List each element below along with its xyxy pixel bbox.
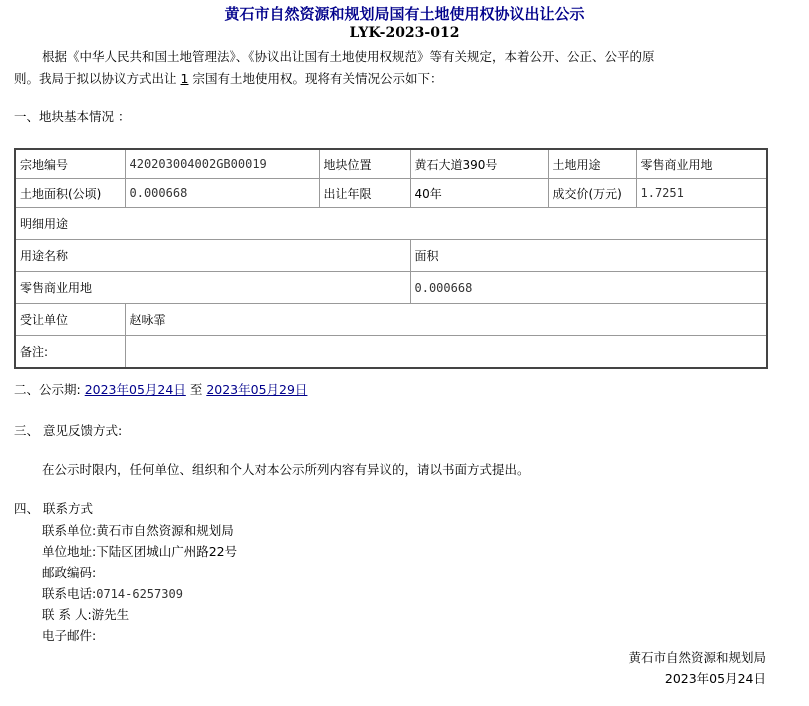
term-value: 40年 [410, 179, 548, 208]
section-2 [14, 381, 307, 399]
issue-date: 2023年05月24日 [664, 671, 766, 686]
intro-text-1: 根据《中华人民共和国土地管理法》、《协议出让国有土地使用权规范》等有关规定，本着公开、公正、公平的原 [42, 49, 655, 64]
intro-text-2: 则。我局于拟以协议方式出让 [14, 71, 177, 86]
remark-label: 备注: [15, 336, 125, 369]
grantee-label: 受让单位 [15, 304, 125, 336]
table-row [15, 149, 767, 179]
location-value: 黄石大道390号 [410, 149, 548, 179]
parcel-info-table [14, 148, 768, 369]
term-label: 出让年限 [319, 179, 410, 208]
contact-unit-value: 黄石市自然资源和规划局 [96, 523, 234, 538]
area-value: 0.000668 [125, 179, 319, 208]
address-label: 单位地址: [42, 544, 97, 559]
detail-use-header: 明细用途 [15, 208, 767, 240]
land-use-label: 土地用途 [548, 149, 636, 179]
table-row [15, 304, 767, 336]
phone-row [42, 583, 183, 605]
detail-use-value: 零售商业用地 [15, 272, 410, 304]
price-value: 1.7251 [636, 179, 767, 208]
detail-area-value: 0.000668 [410, 272, 767, 304]
address-row [42, 541, 237, 562]
grantee-value: 赵咏霏 [125, 304, 767, 336]
contact-unit-label: 联系单位: [42, 523, 97, 538]
area-column-header: 面积 [410, 240, 767, 272]
land-use-value: 零售商业用地 [636, 149, 767, 179]
phone-value: 0714-6257309 [96, 587, 183, 601]
table-row [15, 208, 767, 240]
contact-person-value: 游先生 [91, 607, 130, 622]
intro-text-3: 宗国有土地使用权。现将有关情况公示如下： [192, 71, 443, 86]
contact-person-row [42, 604, 129, 625]
address-value: 下陆区团城山广州路22号 [96, 544, 238, 559]
use-name-column-header: 用途名称 [15, 240, 410, 272]
postcode-row [42, 562, 96, 583]
table-row [15, 336, 767, 369]
location-label: 地块位置 [319, 149, 410, 179]
end-date: 2023年05月29日 [206, 382, 308, 397]
contact-unit-row [42, 520, 234, 541]
table-row [15, 240, 767, 272]
postcode-label: 邮政编码: [42, 565, 97, 580]
email-row [42, 625, 96, 646]
section-1-heading: 一、地块基本情况 ： [14, 109, 131, 124]
table-row [15, 272, 767, 304]
date-separator: 至 [189, 382, 203, 397]
parcel-no-value: 420203004002GB00019 [125, 149, 319, 179]
intro-paragraph [14, 46, 774, 90]
issuer-signature: 黄石市自然资源和规划局 [628, 650, 766, 665]
feedback-text: 在公示时限内，任何单位、组织和个人对本公示所列内容有异议的，请以书面方式提出。 [42, 462, 530, 477]
section-3-heading: 三、 意见反馈方式: [14, 423, 123, 438]
start-date: 2023年05月24日 [84, 382, 186, 397]
area-label: 土地面积(公顷) [15, 179, 125, 208]
contact-person-label: 联 系 人: [42, 607, 92, 622]
parcel-count: 1 [180, 71, 189, 86]
parcel-no-label: 宗地编号 [15, 149, 125, 179]
price-label: 成交价(万元) [548, 179, 636, 208]
table-row [15, 179, 767, 208]
remark-value [125, 336, 767, 369]
document-code: LYK-2023-012 [349, 25, 460, 41]
phone-label: 联系电话: [42, 586, 97, 601]
page-title: 黄石市自然资源和规划局国有土地使用权协议出让公示 [224, 5, 585, 23]
email-label: 电子邮件: [42, 628, 97, 643]
section-4-heading: 四、 联系方式 [14, 501, 93, 516]
section-2-heading: 二、公示期: [14, 382, 81, 397]
